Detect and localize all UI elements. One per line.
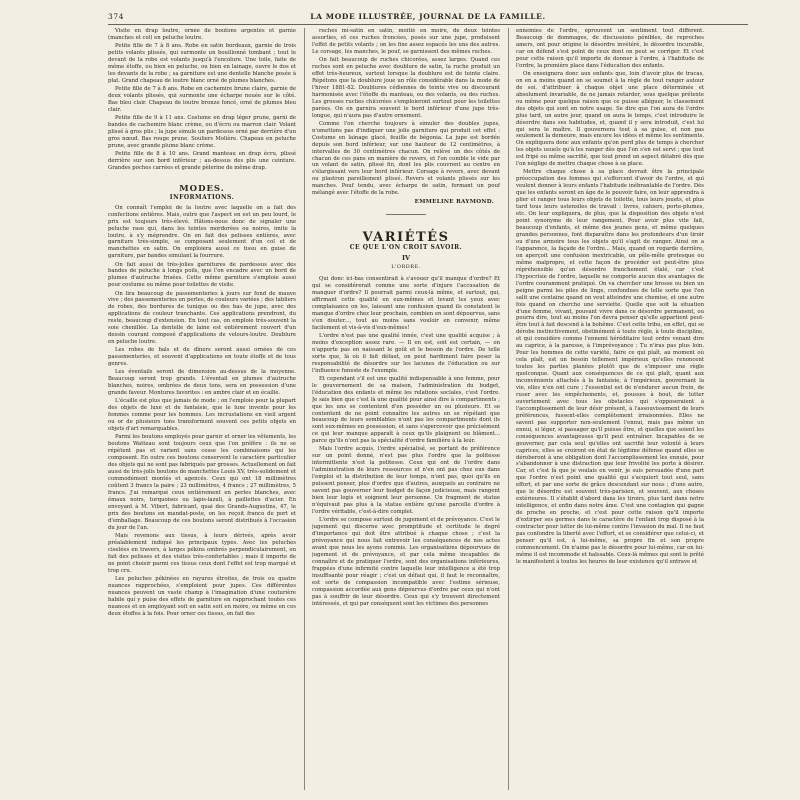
page-number: 374: [108, 12, 125, 21]
paragraph: ennemies de l'ordre, éprouvent un sentiment tout différent. Beaucoup de dommages, de discussions pénibles, de reproches amers, ont pour origine le désordre invétéré, le désordre incurable, car on défend s'est point de ceux dont on peut se corriger. Et c'est pour cette raison qu'il importe de donner à l'ordre, à l'habitude de l'ordre, la première place dans l'éducation des enfants.: [516, 28, 704, 69]
paragraph: Les peluches pékinées en rayures étroites, de trois ou quatre nuances rapprochées, s'emploient pour jupes. Ces différentes nuances peuvent un vaste champ à l'imagination d'une couturière habile qui y puise des effets de garniture en rapprochant toutes ces nuances et en employant soit en satin soit en moire, ou même en ces deux étoffes à la fois. Pour orner ces tissus, on fait des: [108, 575, 296, 617]
paragraph: On fait aussi de très-jolies garnitures de pardessus avec des bandes de peluche à longs poils, que l'on encadre avec un bord de plumes d'autruche frisées. Cette même garniture s'emploie aussi pour costume ou même pour toilettes de visite.: [108, 261, 296, 289]
modes-title: MODES.: [179, 183, 225, 194]
column-rule-left: [304, 28, 305, 790]
paragraph: Qui donc ici-bas consentirait à s'avouer qu'il manque d'ordre? Et qui se considérerait comme une sorte d'injure l'accusation de manquer d'ordre? Il pourrait parmi ceux-là même, et surtout, qui, affirmant cette qualité en eux-mêmes et levant les yeux avec complaisance on les, laissant une confusion quand ils constatent le manque d'ordre chez leur prochain, combien en sont dépourvus, sans s'en douter..., tout au moins sans vouloir en convenir, même facilement et vis-à-vis d'eux-mêmes!: [312, 276, 500, 331]
author-signature: EMMELINE RAYMOND.: [414, 199, 494, 206]
column-right: [516, 28, 704, 788]
paragraph: Mettre chaque chose à sa place devrait être la principale préoccupation des femmes qui s'efforcent d'avoir de l'ordre, et qui veulent donner à leurs enfants l'habitude inébranlable de l'ordre. Dès que les enfants seront en âge de le pouvoir faire, on leur apprendra à plier et ranger tous leurs objets de toilette, tous leurs jouets, et plus tard tous leurs ustensiles de travail : livres, cahiers, porte-plumes, etc. On leur expliquera, de plus, que la disposition des objets n'est point synonyme de leur rangement. Pour avoir plus vite fait, beaucoup d'enfants, et même des jeunes gens, et même quelques grandes personnes, font disparaître dans les profondeurs d'un tiroir ou d'une armoire tous les objets qu'il s'agit de ranger. Ainsi on a l'apparence, la façade de l'ordre... Mais, quand on regarde derrière, on aperçoit une confusion inextricable, un pêle-mêle grotesque ou même malpropre, et cette façon de procéder est peut-être plus répréhensible qu'un désordre franchement étalé, car c'est l'hypocrisie de l'ordre, laquelle ne comporte aucun des avantages de l'ordre couramment pratiqué. On va chercher une brosse ou bien un peigne parmi les piles de linge, confondues de telle sorte que l'on salit une centaine quand on veut atteindre une chemise, et une autre fois quand on cherche une serviette. Quelle que soit la situation d'une femme, vivant, pouvant vivre dans ce désordre permanent, ou pourra dire, tout au moins l'on devra penser qu'elle appartient peut-être tout à fait descend à la bohême. C'est cette tribu, en effet, qui se dérobe instinctivement, obstinément à toute règle, à toute discipline, et qui considère comme l'ennemi héréditaire tout ordre venant dire au caprice, à la paresse, à l'imprévoyance : Tu n'iras pas plus loin. Pour les hommes de cette variété, faire ce qui plaît, au moment où cela plaît, est un besoin tellement impérieux qu'elles renoncent toutes les parties planées plutôt que de s'imposer une règle quelconque. Quant aux conséquences de ce qui plaît, quant aux inconvénients attachés à la fantaisie, à l'impérieux, gouvernant la vie, elles n'en ont cure ; l'essentiel est de n'endurer aucun frein, de ruser avec les empêchements, et, pousses à bout, de lutter ouvertement avec tous les obstacles qui s'opposeraient à l'accomplissement de leur désir présent, à l'assouvissement de leurs préférences, fussent-elles complètement irraisonnées. Elles ne savent pas supporter non-seulement l'ennui, mais pas même un ennui, si léger, si passager qu'il puisse être, et quelles que soient les conséquences avantageuses qu'il peut entraîner. Incapables de se gouverner, par cela seul qu'elles ont sacrifié leur volonté à leurs caprices, elles se croiront en état de légitime défense quand elles se déroberont à une obligation dont l'accomplissement les ennuie, pour s'abandonner à une distraction que leur frivolité les porte à désirer. Car, et c'est là que je voulais en venir, je suis persuadée d'une part que l'ordre n'est point une qualité qui s'acquiert tout seul, sans effort, et par une sorte de grâce descendant sur nous ; d'une autre, que le désordre est souvent très-parisien, et souvent, aux choses extérieures. Il s'établit d'abord dans les tiroirs, plus tard dans notre intelligence, et enfin dans notre âme. C'est une contagion qui gagne de proche en proche, et c'est pour cette raison qu'il importe d'extirper ses germes dans le caractère de l'enfant trop disposé à la contracter pour lutter de lui-même contre l'invasion du mal. Il ne faut pas confondre la liberté avec l'effort, et se considérer que celui-ci, et penser qu'il est, à lui-même, sa propre fin et son propre commencement. On n'aime pas le désordre pour lui-même, car on lui-même il est incommode et haïssable. Ceux-là mêmes qui sont le prêté le manifestent à toutes les heures de leur existence qu'il entrave et: [516, 169, 704, 565]
modes-subtitle: INFORMATIONS.: [169, 193, 235, 201]
paragraph: Parmi les boutons employés pour garnir et orner les vêtements, les boutons Watteau sont toujours ceux que l'on préfère : ils ne se répètent pas et varient sans cesse les combinaisons qui les composent. En outre ces boutons conservent le caractère particulier des objets qui ne sont pas fabriqués par grosses. Actuellement on fait aussi de très-jolis boutons de manchettes Louis XV, très-solidement et commodément montés et agencés. Ceux qui ont 18 millimètres coûtent 3 francs la paire ; 23 millimètres, 4 francs ; 27 millimètres, 5 francs. J'ai remarqué ceux entièrement en perles blanches, avec émaux noirs, turquoises ou lapis-lazuli, à paillettes d'acier. En envoyant à M. Vibert, fabricant, quai des Grands-Augustins, 47, le prix des boutons en mandat-poste, on les reçoit franco de port et d'emballage. Beaucoup de ces boutons seront distribués à l'occasion du jour de l'an.: [108, 434, 296, 531]
column-middle: [312, 28, 500, 788]
paragraph: On lira beaucoup de passementeries à jours sur fond de mauve vive ; des passementeries en perles, de couleurs variées ; des tabliers de robes, des bordures de tunique ou des bas de jupe, avec des applications de couleur tranchante. Ces applications prendront, du reste, beaucoup d'extension. En tout cas, on emploie très-souvent la soie chenillée. La dentelle de laine est entièrement couvert d'un dessin courant composé d'applications de velours-loutre. Doublure en peluche loutre.: [108, 290, 296, 346]
paragraph: Petite fille de 8 à 10 ans. Grand manteau en drap écru, plissé derrière sur son bord inférieur ; au-dessus des plis une ceinture. Grandes poches carrées et grande pèlerine de même drap.: [108, 150, 296, 171]
paragraph: ruches mi-satin en satin, moitié en moire, de deux teintes assorties, et ces ruches froncées, posés sur une jupe, produisent l'effet de petits volants ; on les fixe assez espacés les uns des autres. Le corsage, les manches, le pouf, se garnissent des mêmes ruches.: [312, 28, 500, 55]
paragraph: Mais revenons aux tissus, à leurs dérivés, après avoir préalablement indiqué les principaux types. Avec les peluches ciselées en travers, à larges pékins ombrés perpendiculairement, on fait des pelisses et des visites très-confortables ; mais il importe de ne point choisir parmi ces tissus ceux dont l'effet est trop marqué et trop cru.: [108, 532, 296, 574]
column-rule-right: [508, 28, 509, 790]
varietes-subtitle: CE QUE L'ON CROIT SAVOIR.: [349, 244, 463, 252]
varietes-number: IV: [401, 254, 411, 263]
paragraph: On fait beaucoup de ruches chicorées, assez larges. Quand ces ruches sont en peluche avec doublure de satin, la ruche produit un effet très-heureux, surtout lorsque la doublure est de teinte claire. Répétons que la doublure joue un rôle considérable dans la mode de l'hiver 1881-82. Doublures cédiennes de teinte vive ou discourant harmonisée avec l'étoffe du manteau, ou des volants, ou des ruches. Les grosses ruches chicorées s'emploieront surtout pour les toilettes parées. On en garnira souvent le bord inférieur d'une jupe très-longue, qui n'aura pas d'autre ornement.: [312, 57, 500, 119]
paragraph: On connaît l'emploi de la loutre avec laquelle on a fait des confections entières. Mais, outre que l'aspect en est un peu lourd, le prix est toujours très-élevé. Hâtons-nous donc de signaler une peluche rase qui, dans les teintes mordorées ou noires, imite la loutre, à s'y méprendre. On en fait des pelisses entières, avec garniture très-simple, se composant seulement d'un col et de manchettes en satin. On emploiera aussi ce tissu en guise de garniture, par bandes simulant la fourrure.: [108, 204, 296, 260]
column-left: [108, 28, 296, 788]
paragraph: Mais l'ordre acquis, l'ordre spécialisé, se portant de préférence sur un point donné, n'est pas plus l'ordre que la politesse intermittente n'est la politesse. Ceux qui ont de l'ordre dans l'administration de leurs ressources et n'en ont pas chez eux dans l'emploi et la distribution de leur temps, n'ont pas, quoi qu'ils en puissent penser, plus d'ordre que d'autres, auxquels au contraire ne savent pas gouverner leur budget de façon judicieuse, mais rangent bien leur logis et soignent leur personne. Un fragment de statue n'équivaut pas plus à la statue entière qu'une parcelle d'ordre à l'ordre véritable, c'est-à-dire complet.: [312, 446, 500, 516]
varietes-heading: L'ORDRE.: [391, 264, 421, 271]
paragraph: L'écaille est plus que jamais de mode ; on l'emploie pour la plupart des objets de luxe et de fantaisie, que le luxe invente pour les femmes comme pour les hommes. Les incrustations en vieil argent ou or de plusieurs tons transforment souvent ces petits objets en objets d'art remarquables.: [108, 398, 296, 433]
paragraph: Les robes de bals et de dîners seront aussi ornées de ces passementeries, et souvent d'applications en toute étoffe et de tous genres.: [108, 347, 296, 368]
paragraph: L'ordre n'est pas une qualité innée, c'est une qualité acquise ; à moins d'exception assez rare. — Il en est, soit est certain, — on n'apporte pas en naissant le goût et le besoin de l'ordre. De telle sorte que, là où il fait défaut, on peut hardiment faire peser la responsabilité de désordre sur les lacunes de l'éducation ou sur l'influence funeste de l'exemple.: [312, 332, 500, 374]
paragraph: Comme l'on cherche toujours à simuler des doubles jupes, n'omettons pas d'indiquer une jolie garniture qui produit cet effet : Costume en lainage glacé, feuille de bégonia. La jupe est bordée depuis son bord inférieur, sur une hauteur de 12 centimètres, à intervalles de 30 centimètres chacun. On relève un des côtés de chacun de ces pans en manière de revers, et l'on comble le vide par un volant de satin, plissé fin, dont les plis couvrent au centre en s'élargissant vers leur bord inférieur. Corsage à revers, avec devant ou plastron pareillement plissé. Revers et volants plissés sur les manches. Pouf tendu, avec écharpe de satin, formant un pouf mélangé avec l'étoffe de la robe.: [312, 120, 500, 197]
paragraph: Et cependant s'il est une qualité indispensable à une femme, pour le gouvernement de sa maison, l'administration du budget, l'éducation des enfants et même les relations sociales, c'est l'ordre. Je sais bien que c'est là une qualité pour ainsi dire à compartiments ; que les uns se contentent d'en posséder un ou plusieurs. Et se contentent de ne point connaître les autres en se répétant que beaucoup de leurs semblables n'ont pas les compartiments dont ils sont eux-mêmes en possession, et sans s'apercevoir que précisément ce qui leur manque apparaît à ceux qu'ils plaignent ou blâment... parce qu'ils n'ont pas la spécialité d'ordre familière à la leur.: [312, 375, 500, 445]
paragraph: L'ordre se compose surtout de jugement et de prévoyance. C'est le jugement qui discerne avec promptitude et certitude le degré d'importance qui doit être attribué à chaque chose ; c'est la prévoyance qui nous fait entrevoir les conséquences de nos actes avant que nous les ayons commis. Les organisations dépourvues de jugement et de prévoyance, et par cela même incapables de connaître et de pratiquer l'ordre, sont des organisations inférieures, frappées d'une infirmité contre laquelle leur intelligence a été trop insuffisante pour réagir ; c'est un défaut qui, il faut le reconnaître, est sorte de compassion incompatible avec l'estime sérieuse, compassion accordée aux gens dépourvus d'ordre par ceux qui n'ont pas à souffrir de leur désordre. Ceux qui s'y trouvent directement intéressés, et qui par conséquent sont les victimes des personnes: [312, 517, 500, 607]
page-header: [108, 10, 748, 25]
journal-title: LA MODE ILLUSTRÉE, JOURNAL DE LA FAMILLE.: [310, 12, 546, 21]
varietes-title: VARIÉTÉS: [362, 230, 450, 246]
paragraph: On enseignera donc aux enfants que, loin d'avoir plus de tracas, on en a moins quand on se soumet à la règle de tout ranger autour de soi, d'attribuer à chaque objet une place déterminée et absolument invariable, de ne jamais retarder, sous quelque prétexte ou même pour quelque raison que ce puisse alléguer, le classement des objets qui sont en notre usage. Se dire que l'on aura de l'ordre plus tard, un autre jour, quand on aura le temps, c'est introduire le désordre dans ses habitudes, et, quand il y sera introduit, c'est lui qui sera le maître. Il gouvernera tout à sa guise, et non pas seulement la demeure, mais encore les idées et même les sentiments. On expliquera donc aux enfants qu'on perd plus de temps à chercher les objets usuels qu'à les ranger dès que l'on s'en est servi ; que tout est fripé ou même sacrifié, que tout prend un aspect délabré dès que l'on néglige de mettre chaque chose à sa place.: [516, 70, 704, 168]
paragraph: Les éventails seront de dimension au-dessus de la moyenne. Beaucoup seront trop grands. L'éventail en plumes d'autruche blanches, noires, ombrées de deux tons, sera en possession d'une grande faveur. Montures favorites : en ambre clair et en écaille.: [108, 369, 296, 397]
paragraph: Petite fille de 9 à 11 ans. Costume en drap léger prune, garni de bandes de cachemire blanc crème, ou d'écru ou marron clair. Volant plissé à gros plis ; la jupe simule un pardessus orné par derrière d'un gros nœud. Bas rouge prune. Souliers Molière. Chapeau en peluche prune, avec grande plume blanc crème.: [108, 115, 296, 149]
paragraph: Petite fille de 7 à 8 ans. Robe en cachemire brune claire, garnie de deux volants plissés, qui surmonte une écharpe nouée sur le côté. Bas bleu clair. Chapeau de loutre bronze foncé, orné de plumes bleu clair.: [108, 86, 296, 113]
paragraph: Visite en drap loutre, ornée de boutons argentés et garnie (manches et col) en peluche loutre.: [108, 28, 296, 41]
paragraph: Petite fille de 7 à 8 ans. Robe en satin bordeaux, garnie de trois petits volants plissés, qui surmonte un bouillonné tombant ; tout le devant de la robe est volants jusqu'à l'encolure. Une toile, faite de même étoffe, ou bien en peluche, ou bien en lainage, ouvre le dos et les devants de la robe ; sa garniture est une dentelle blanche posée à plat. Grand chapeau de loutre blanc orné de plumes blanches.: [108, 43, 296, 84]
section-divider: [386, 214, 426, 215]
